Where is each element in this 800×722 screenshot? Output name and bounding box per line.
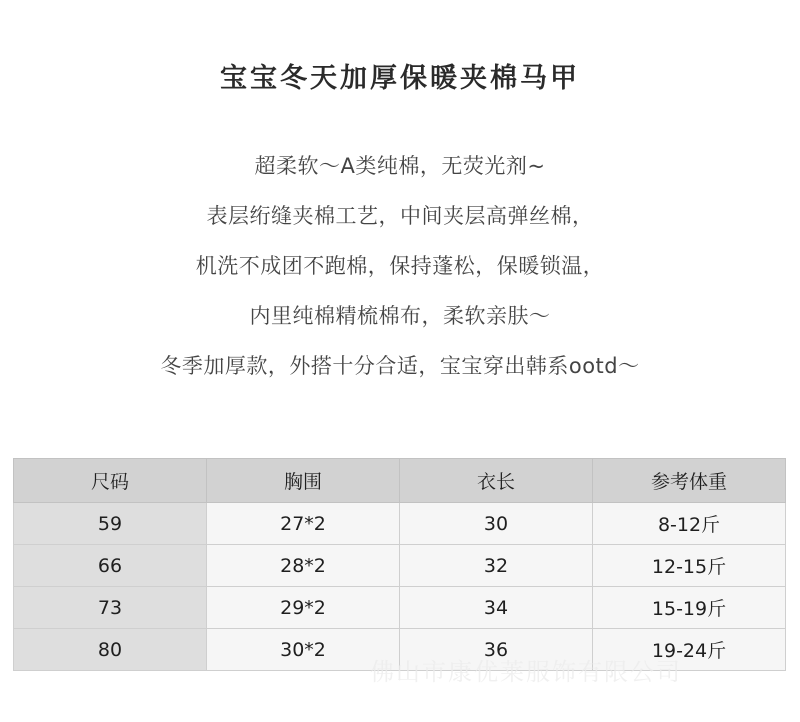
size-table xyxy=(13,458,786,671)
cell-length: 32 xyxy=(400,545,593,587)
cell-weight: 19-24斤 xyxy=(593,629,786,671)
cell-length: 30 xyxy=(400,503,593,545)
product-title: 宝宝冬天加厚保暖夹棉马甲 xyxy=(220,63,580,94)
header-size: 尺码 xyxy=(14,459,207,503)
table-row xyxy=(14,587,786,629)
description-line: 冬季加厚款，外搭十分合适，宝宝穿出韩系ootd～ xyxy=(160,354,640,378)
table-row xyxy=(14,545,786,587)
cell-weight: 15-19斤 xyxy=(593,587,786,629)
cell-weight: 12-15斤 xyxy=(593,545,786,587)
description-line: 机洗不成团不跑棉，保持蓬松，保暖锁温， xyxy=(195,254,605,278)
cell-length: 36 xyxy=(400,629,593,671)
description-line: 超柔软～A类纯棉，无荧光剂~ xyxy=(254,154,546,178)
product-description xyxy=(0,146,800,396)
cell-chest: 28*2 xyxy=(207,545,400,587)
watermark: 佛山市康优莱服饰有限公司 xyxy=(370,658,682,686)
cell-length: 34 xyxy=(400,587,593,629)
cell-size: 59 xyxy=(14,503,207,545)
cell-chest: 29*2 xyxy=(207,587,400,629)
header-length: 衣长 xyxy=(400,459,593,503)
header-chest: 胸围 xyxy=(207,459,400,503)
cell-size: 66 xyxy=(14,545,207,587)
header-weight: 参考体重 xyxy=(593,459,786,503)
cell-size: 73 xyxy=(14,587,207,629)
cell-weight: 8-12斤 xyxy=(593,503,786,545)
table-row xyxy=(14,503,786,545)
description-line: 内里纯棉精梳棉布，柔软亲肤～ xyxy=(249,304,551,328)
description-line: 表层绗缝夹棉工艺，中间夹层高弹丝棉， xyxy=(206,204,594,228)
table-header-row xyxy=(14,459,786,503)
cell-chest: 30*2 xyxy=(207,629,400,671)
cell-chest: 27*2 xyxy=(207,503,400,545)
cell-size: 80 xyxy=(14,629,207,671)
